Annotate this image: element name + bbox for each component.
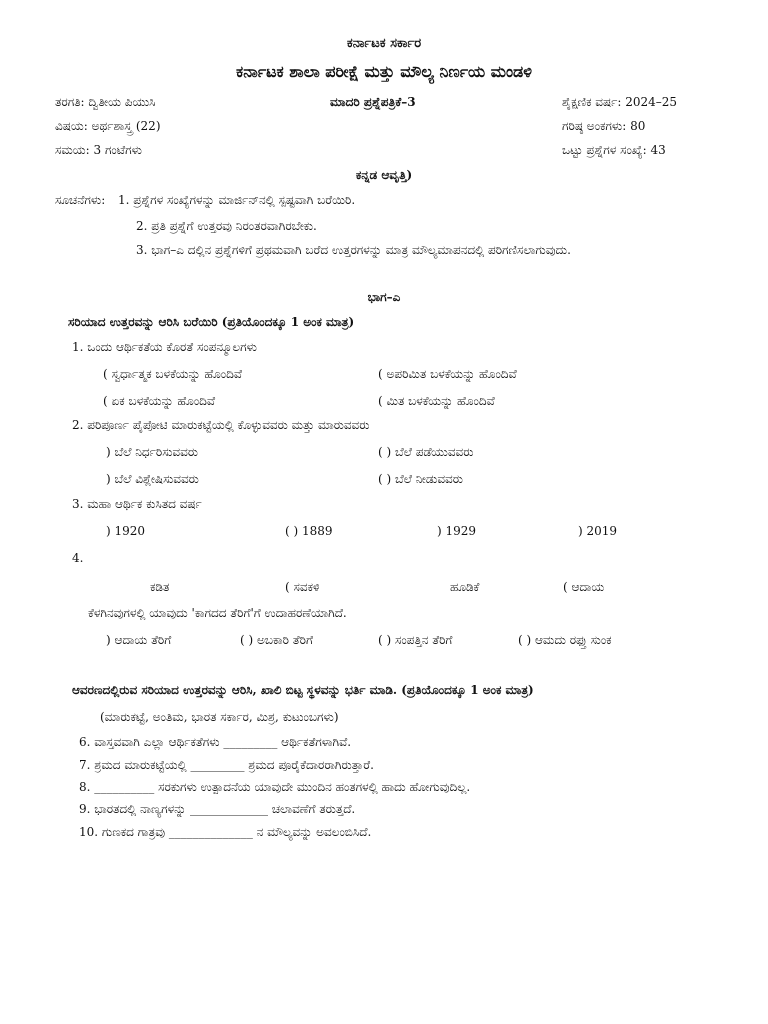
part-a-title: ಭಾಗ–ಎ bbox=[367, 290, 401, 304]
option: ) 1920 bbox=[106, 524, 146, 538]
option: ( ಸವಕಳಿ bbox=[285, 580, 320, 594]
question-1: 1. ಒಂದು ಆರ್ಥಿಕತೆಯ ಕೊರತೆ ಸಂಪನ್ಮೂಲಗಳು bbox=[72, 340, 257, 354]
fill-question: 8. __________ ಸರಕುಗಳು ಉತ್ಪಾದನೆಯ ಯಾವುದೇ ಮುಂದಿನ ಹಂತಗಳಲ್ಲಿ ಹಾದು ಹೋಗುವುದಿಲ್ಲ. bbox=[79, 780, 471, 794]
question-4-number: 4. bbox=[72, 551, 84, 565]
option: ) ಆದಾಯ ತೆರಿಗೆ bbox=[106, 633, 172, 647]
option: ಕಡಿತ bbox=[150, 580, 170, 594]
question-2: 2. ಪರಿಪೂರ್ಣ ಪೈಪೋಟಿ ಮಾರುಕಟ್ಟೆಯಲ್ಲಿ ಕೊಳ್ಳುವವರು ಮತ್ತು ಮಾರುವವರು bbox=[72, 418, 370, 432]
instructions-label: ಸೂಚನೆಗಳು: bbox=[55, 193, 106, 207]
time-info: ಸಮಯ: 3 ಗಂಟೆಗಳು bbox=[55, 143, 142, 157]
option: ( ) ಅಬಕಾರಿ ತೆರಿಗೆ bbox=[240, 633, 313, 647]
option: ( ಏಕ ಬಳಕೆಯನ್ನು ಹೊಂದಿವೆ bbox=[103, 394, 216, 408]
instruction-item: 1. ಪ್ರಶ್ನೆಗಳ ಸಂಖ್ಯೆಗಳನ್ನು ಮಾರ್ಜಿನ್‌ನಲ್ಲಿ ಸ್ಪಷ್ಟವಾಗಿ ಬರೆಯಿರಿ. bbox=[118, 193, 356, 207]
option: ( ) ಸಂಪತ್ತಿನ ತೆರಿಗೆ bbox=[378, 633, 453, 647]
word-bank: (ಮಾರುಕಟ್ಟೆ, ಅಂತಿಮ, ಭಾರತ ಸರ್ಕಾರ, ಮಿಶ್ರ, ಕುಟುಂಬಗಳು) bbox=[100, 710, 339, 724]
option: ( ಅಪರಿಮಿತ ಬಳಕೆಯನ್ನು ಹೊಂದಿವೆ bbox=[378, 367, 517, 381]
option: ( ಸ್ವರ್ಧಾತ್ಮಕ ಬಳಕೆಯನ್ನು ಹೊಂದಿವೆ bbox=[103, 367, 243, 381]
class-info: ತರಗತಿ: ದ್ವಿತೀಯ ಪಿಯುಸಿ bbox=[55, 95, 156, 109]
option: ( ) ಬೆಲೆ ಪಡೆಯುವವರು bbox=[378, 445, 474, 459]
board-title: ಕರ್ನಾಟಕ ಶಾಲಾ ಪರೀಕ್ಷೆ ಮತ್ತು ಮೌಲ್ಯ ನಿರ್ಣಯ ಮಂಡಳಿ bbox=[236, 62, 532, 81]
subject-info: ವಿಷಯ: ಅರ್ಥಶಾಸ್ತ್ರ (22) bbox=[55, 119, 161, 133]
paper-title: ಮಾದರಿ ಪ್ರಶ್ನೆಪತ್ರಿಕೆ–3 bbox=[330, 95, 416, 109]
option: ಹೂಡಿಕೆ bbox=[450, 580, 480, 594]
question-4: ಕೆಳಗಿನವುಗಳಲ್ಲಿ ಯಾವುದು 'ಕಾಗದದ ತೆರಿಗೆ'ಗೆ ಉದಾಹರಣೆಯಾಗಿದೆ. bbox=[88, 606, 347, 620]
mcq-heading: ಸರಿಯಾದ ಉತ್ತರವನ್ನು ಆರಿಸಿ ಬರೆಯಿರಿ (ಪ್ರತಿಯೊಂದಕ್ಕೂ 1 ಅಂಕ ಮಾತ್ರ) bbox=[68, 315, 355, 329]
option: ) 1929 bbox=[437, 524, 477, 538]
government-title: ಕರ್ನಾಟಕ ಸರ್ಕಾರ bbox=[346, 36, 422, 51]
option: ) 2019 bbox=[578, 524, 618, 538]
academic-year: ಶೈಕ್ಷಣಿಕ ವರ್ಷ: 2024–25 bbox=[562, 95, 678, 109]
question-3: 3. ಮಹಾ ಆರ್ಥಿಕ ಕುಸಿತದ ವರ್ಷ bbox=[72, 497, 202, 511]
option: ( ) ಆಮದು ರಫ್ತು ಸುಂಕ bbox=[518, 633, 612, 647]
total-questions: ಒಟ್ಟು ಪ್ರಶ್ನೆಗಳ ಸಂಖ್ಯೆ: 43 bbox=[562, 143, 666, 157]
instruction-item: 2. ಪ್ರತಿ ಪ್ರಶ್ನೆಗೆ ಉತ್ತರವು ನಿರಂತರವಾಗಿರಬೇಕು. bbox=[136, 219, 317, 233]
option: ) ಬೆಲೆ ನಿರ್ಧರಿಸುವವರು bbox=[106, 445, 198, 459]
option: ( ) 1889 bbox=[285, 524, 333, 538]
version-label: ಕನ್ನಡ ಆವೃತ್ತಿ) bbox=[355, 168, 413, 182]
fill-question: 10. ಗುಣಕದ ಗಾತ್ರವು ______________ ನ ಮೌಲ್ಯವನ್ನು ಅವಲಂಬಿಸಿದೆ. bbox=[79, 825, 372, 839]
instruction-item: 3. ಭಾಗ–ಎ ದಲ್ಲಿನ ಪ್ರಶ್ನೆಗಳಿಗೆ ಪ್ರಥಮವಾಗಿ ಬರೆದ ಉತ್ತರಗಳನ್ನು ಮಾತ್ರ ಮೌಲ್ಯಮಾಪನದಲ್ಲಿ ಪರಿಗಣಿಸಲಾಗುವುದು. bbox=[136, 243, 571, 257]
option: ) ಬೆಲೆ ವಿಶ್ಲೇಷಿಸುವವರು bbox=[106, 472, 199, 486]
fill-question: 9. ಭಾರತದಲ್ಲಿ ನಾಣ್ಯಗಳನ್ನು _____________ ಚಲಾವಣೆಗೆ ತರುತ್ತದೆ. bbox=[79, 802, 356, 816]
fill-question: 7. ಶ್ರಮದ ಮಾರುಕಟ್ಟೆಯಲ್ಲಿ _________ ಶ್ರಮದ ಪೂರೈಕೆದಾರರಾಗಿರುತ್ತಾರೆ. bbox=[79, 758, 374, 772]
max-marks: ಗರಿಷ್ಠ ಅಂಕಗಳು: 80 bbox=[562, 119, 646, 133]
option: ( ಆದಾಯ bbox=[563, 580, 605, 594]
option: ( ) ಬೆಲೆ ನೀಡುವವರು bbox=[378, 472, 463, 486]
option: ( ಮಿತ ಬಳಕೆಯನ್ನು ಹೊಂದಿವೆ bbox=[378, 394, 495, 408]
fill-blanks-heading: ಆವರಣದಲ್ಲಿರುವ ಸರಿಯಾದ ಉತ್ತರವನ್ನು ಆರಿಸಿ, ಖಾಲಿ ಬಿಟ್ಟ ಸ್ಥಳವನ್ನು ಭರ್ತಿ ಮಾಡಿ. (ಪ್ರತಿಯೊಂದಕ್ಕೂ 1 ಅಂಕ ಮಾತ್ರ) bbox=[72, 683, 534, 697]
fill-question: 6. ವಾಸ್ತವವಾಗಿ ಎಲ್ಲಾ ಆರ್ಥಿಕತೆಗಳು _________ ಆರ್ಥಿಕತೆಗಳಾಗಿವೆ. bbox=[79, 735, 352, 749]
